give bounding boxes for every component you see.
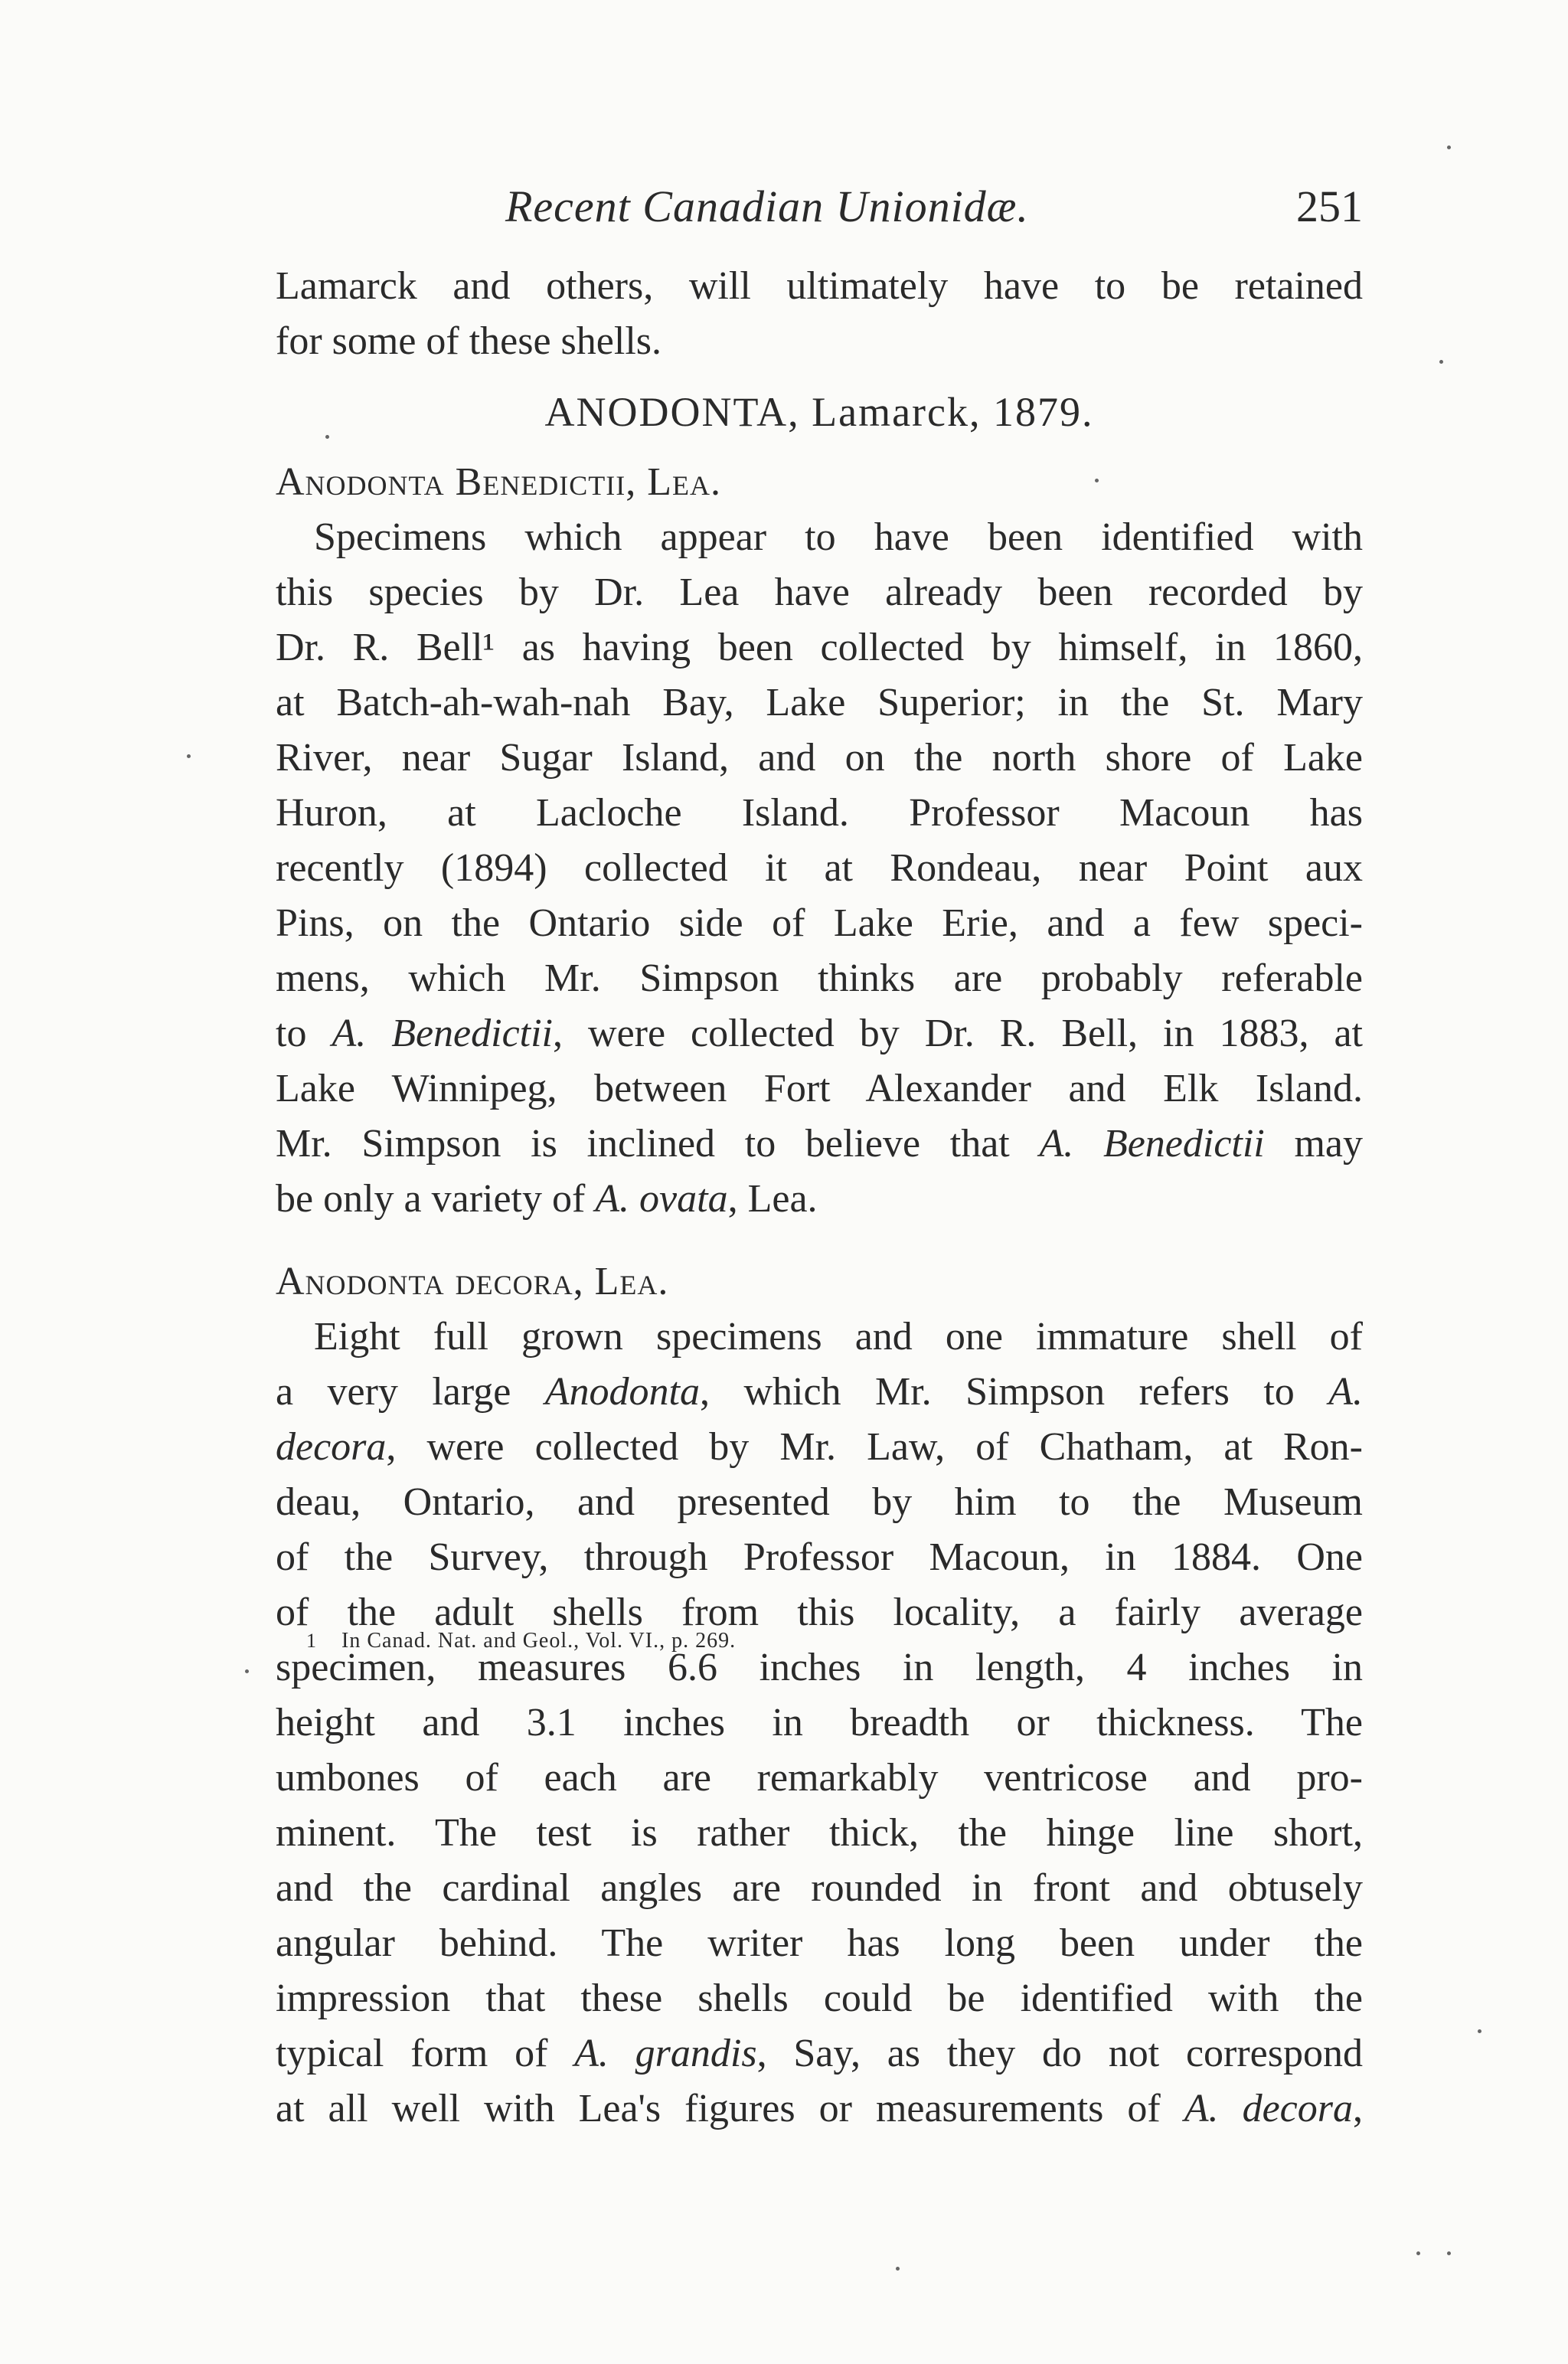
footnote-marker: 1 bbox=[306, 1630, 317, 1652]
text-line: Dr. R. Bell¹ as having been collected by himself, in 1860, bbox=[276, 626, 1363, 669]
text-line: of the Survey, through Professor Macoun, in 1884. One bbox=[276, 1535, 1363, 1579]
text-line: impression that these shells could be identified with the bbox=[276, 1977, 1363, 2020]
scan-speck bbox=[325, 435, 329, 439]
genus-heading: ANODONTA, Lamarck, 1879. bbox=[544, 389, 1094, 435]
text-line: this species by Dr. Lea have already been recorded by bbox=[276, 571, 1363, 614]
scan-speck bbox=[187, 754, 191, 758]
text-line: umbones of each are remarkably ventricose and pro- bbox=[276, 1756, 1363, 1800]
running-head bbox=[276, 176, 1363, 237]
paragraph-decora bbox=[276, 1310, 1363, 2137]
document-page bbox=[276, 176, 1363, 2137]
text-line: Pins, on the Ontario side of Lake Erie, and a few speci- bbox=[276, 901, 1363, 945]
intro-paragraph bbox=[276, 259, 1363, 369]
scan-speck bbox=[1439, 360, 1443, 364]
text-line: Huron, at Lacloche Island. Professor Macoun has bbox=[276, 791, 1363, 835]
text-line: height and 3.1 inches in breadth or thickness. The bbox=[276, 1701, 1363, 1744]
page-number: 251 bbox=[1296, 181, 1363, 231]
text-line: Specimens which appear to have been identified with bbox=[314, 515, 1363, 559]
text-line: and the cardinal angles are rounded in front and obtusely bbox=[276, 1866, 1363, 1910]
text-line: of the adult shells from this locality, a fairly average bbox=[276, 1591, 1363, 1634]
scan-speck bbox=[1095, 479, 1099, 482]
text-line: at all well with Lea's figures or measurements of A. decora, bbox=[276, 2087, 1363, 2130]
text-line: deau, Ontario, and presented by him to the Museum bbox=[276, 1480, 1363, 1524]
spacer bbox=[276, 1227, 1363, 1248]
scan-speck bbox=[1478, 2029, 1481, 2033]
text-line: River, near Sugar Island, and on the north shore of Lake bbox=[276, 736, 1363, 780]
text-line: for some of these shells. bbox=[276, 319, 662, 363]
paragraph-benedictii bbox=[276, 510, 1363, 1227]
text-line: mens, which Mr. Simpson thinks are probably referable bbox=[276, 956, 1363, 1000]
scan-speck bbox=[245, 1669, 249, 1673]
text-line: a very large Anodonta, which Mr. Simpson refers to A. bbox=[276, 1370, 1363, 1414]
species-heading-decora: Anodonta decora, Lea. bbox=[276, 1260, 669, 1303]
text-line: Lake Winnipeg, between Fort Alexander and Elk Island. bbox=[276, 1067, 1363, 1110]
scan-speck bbox=[1416, 2251, 1420, 2255]
text-line: Eight full grown specimens and one immature shell of bbox=[314, 1315, 1363, 1359]
text-line: minent. The test is rather thick, the hinge line short, bbox=[276, 1811, 1363, 1855]
spacer bbox=[276, 237, 1363, 259]
footnote bbox=[306, 1626, 736, 1656]
text-line: at Batch-ah-wah-nah Bay, Lake Superior; in the St. Mary bbox=[276, 681, 1363, 724]
species-heading-benedictii: Anodonta Benedictii, Lea. bbox=[276, 460, 722, 504]
footnote-text: In Canad. Nat. and Geol., Vol. VI., p. 269. bbox=[341, 1629, 737, 1653]
text-line: typical form of A. grandis, Say, as they do not correspond bbox=[276, 2032, 1363, 2075]
text-line: be only a variety of A. ovata, Lea. bbox=[276, 1177, 818, 1221]
text-line: Lamarck and others, will ultimately have to be retained bbox=[276, 264, 1363, 308]
text-line: to A. Benedictii, were collected by Dr. R. Bell, in 1883, at bbox=[276, 1012, 1363, 1055]
text-line: angular behind. The writer has long been under the bbox=[276, 1921, 1363, 1965]
scan-speck bbox=[896, 2267, 900, 2271]
text-line: Mr. Simpson is inclined to believe that A. Benedictii may bbox=[276, 1122, 1364, 1166]
text-line: specimen, measures 6.6 inches in length, 4 inches in bbox=[276, 1646, 1363, 1689]
text-line: recently (1894) collected it at Rondeau, near Point aux bbox=[276, 846, 1363, 890]
scan-speck bbox=[1447, 146, 1451, 149]
scan-speck bbox=[1447, 2251, 1451, 2255]
running-title: Recent Canadian Unionidæ. bbox=[505, 181, 1029, 231]
text-line: decora, were collected by Mr. Law, of Chatham, at Ron- bbox=[276, 1425, 1363, 1469]
